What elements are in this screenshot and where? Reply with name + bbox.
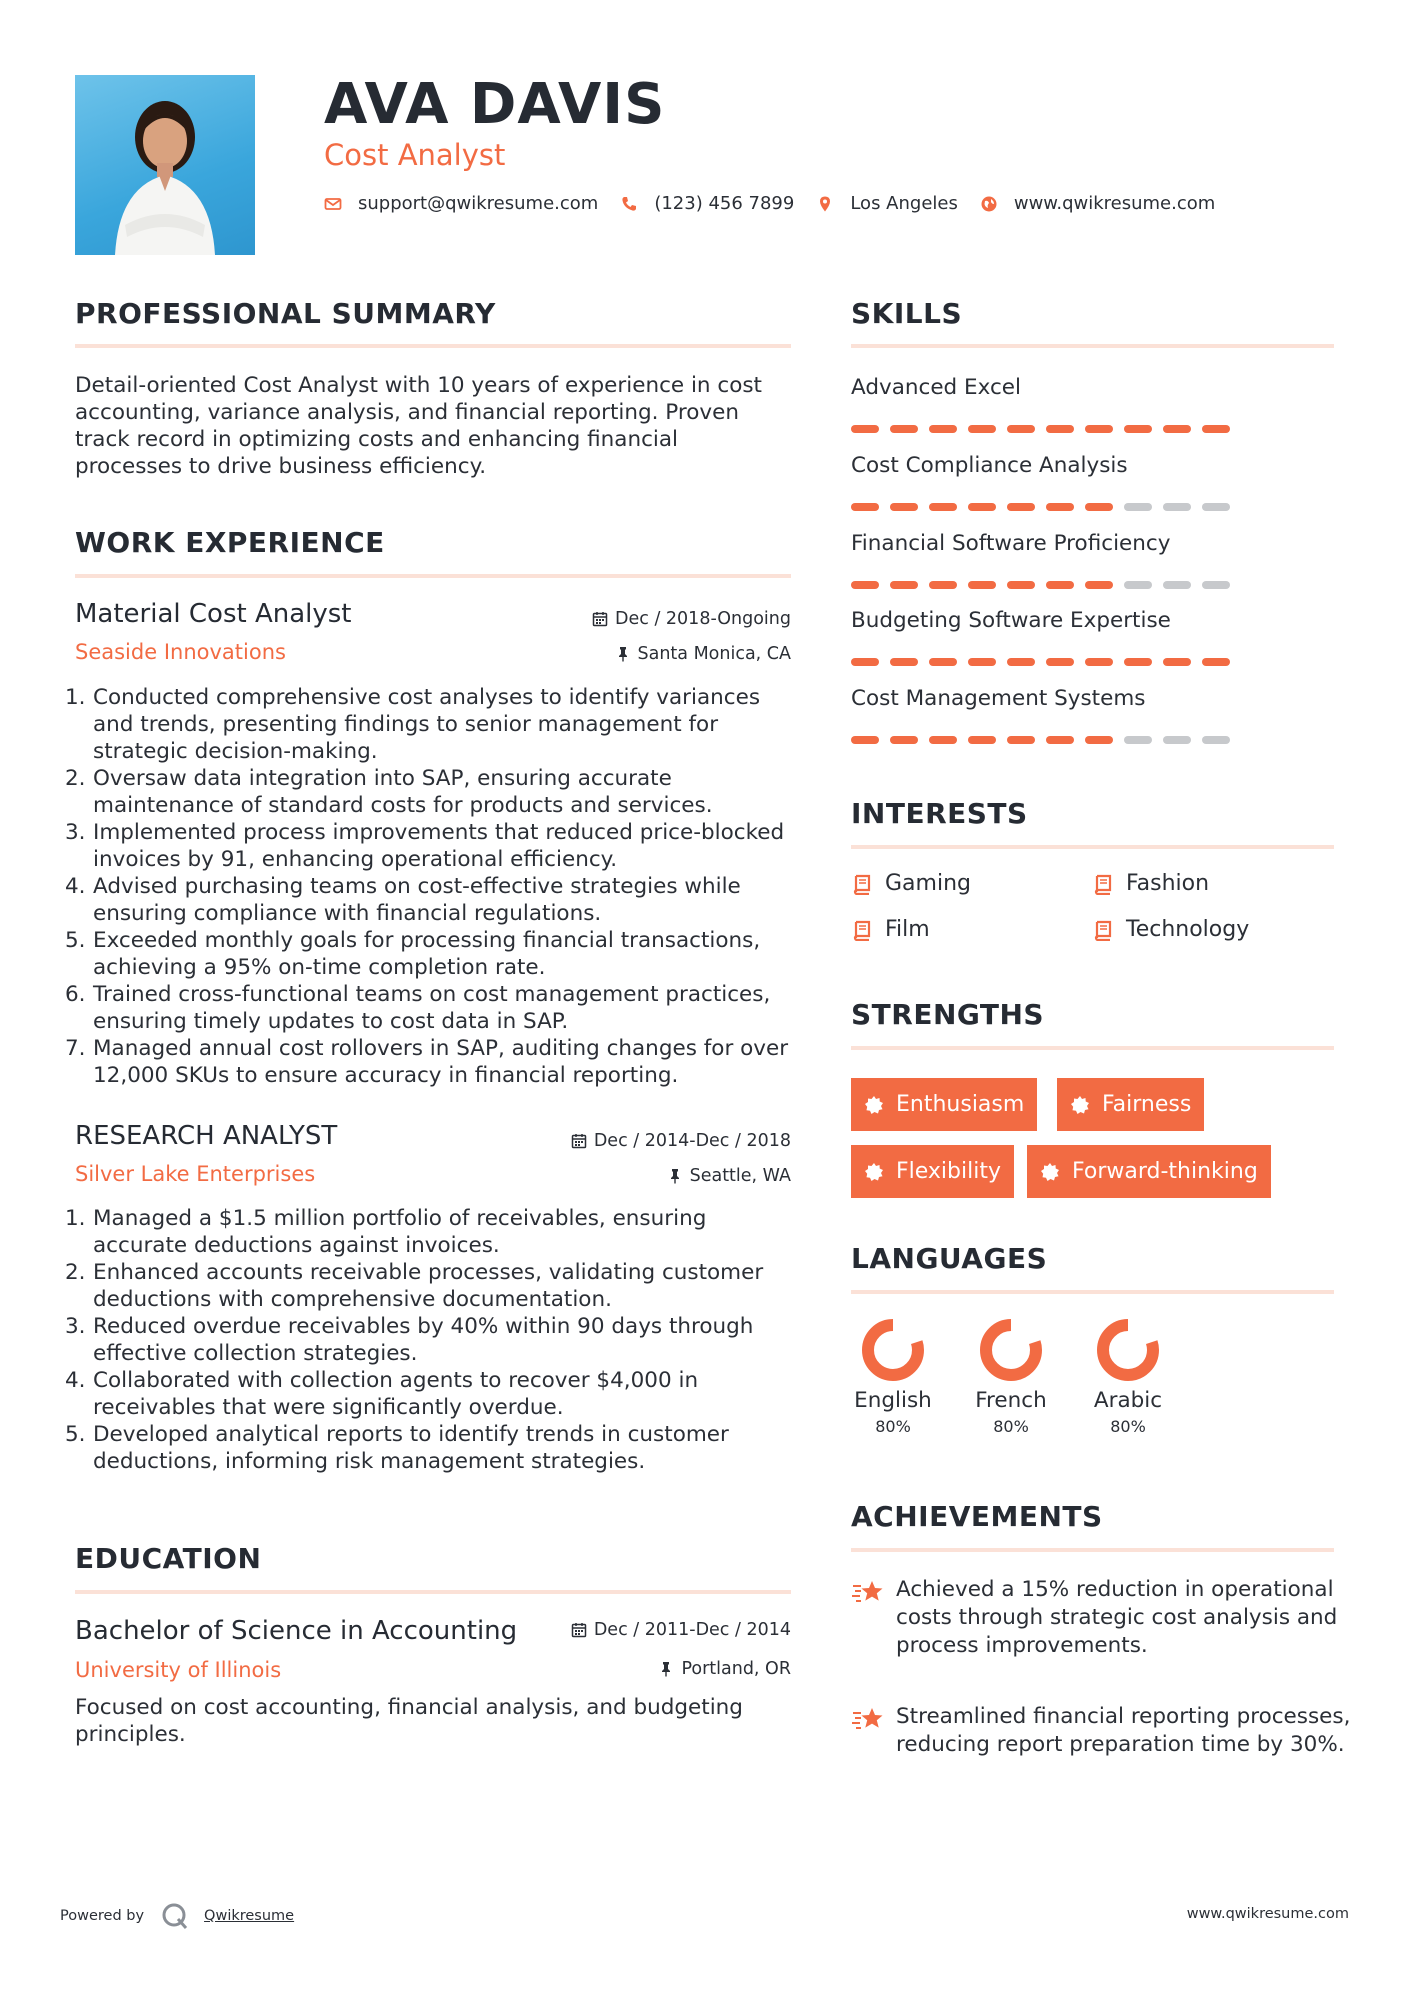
job-company: Seaside Innovations xyxy=(75,640,286,664)
list-item: 2. Oversaw data integration into SAP, ensuring accurate maintenance of standard costs for products and services. xyxy=(65,766,713,818)
job-location xyxy=(615,644,792,664)
education-heading: EDUCATION xyxy=(75,1542,262,1575)
list-item: 5. Exceeded monthly goals for processing financial transactions, achieving a 95% on-time completion rate. xyxy=(65,928,761,980)
skill-dash xyxy=(890,736,918,744)
contact-location-text: Los Angeles xyxy=(850,193,958,214)
strength-label: Flexibility xyxy=(896,1159,1001,1184)
skill-dash xyxy=(851,503,879,511)
strength-badge xyxy=(851,1145,1014,1198)
qwikresume-logo-icon xyxy=(160,1901,190,1931)
list-item: 4. Advised purchasing teams on cost-effective strategies while ensuring compliance with financial regulations. xyxy=(65,874,741,926)
achievement-item xyxy=(851,1703,1351,1759)
skill-dash xyxy=(1085,581,1113,589)
globe-icon xyxy=(980,195,998,213)
contact-location xyxy=(816,193,958,214)
strength-label: Forward-thinking xyxy=(1072,1159,1258,1184)
strengths-divider xyxy=(851,1046,1334,1050)
skill-dash xyxy=(851,425,879,433)
pushpin-icon xyxy=(615,646,631,662)
skill-dash xyxy=(1124,425,1152,433)
skill-level-bar xyxy=(851,736,1241,744)
skill-dash xyxy=(929,503,957,511)
skill-dash xyxy=(929,658,957,666)
skill-dash xyxy=(1163,736,1191,744)
education-location-text: Portland, OR xyxy=(681,1659,791,1679)
job-duties-list xyxy=(65,684,795,1089)
skill-dash xyxy=(1163,425,1191,433)
candidate-role: Cost Analyst xyxy=(324,138,506,172)
skill-dash xyxy=(1007,503,1035,511)
skill-dash xyxy=(890,581,918,589)
job-title: Material Cost Analyst xyxy=(75,599,352,629)
job-dates-text: Dec / 2018-Ongoing xyxy=(615,609,791,629)
skill-dash xyxy=(1007,736,1035,744)
languages-divider xyxy=(851,1290,1334,1294)
skill-level-bar xyxy=(851,658,1241,666)
contact-website-text: www.qwikresume.com xyxy=(1013,193,1216,214)
list-item: 1. Conducted comprehensive cost analyses to identify variances and trends, presenting findings to senior management for strategic decision-making. xyxy=(65,685,761,764)
strength-label: Enthusiasm xyxy=(896,1092,1025,1117)
language-progress-ring xyxy=(861,1318,925,1382)
list-item: 5. Developed analytical reports to identify trends in customer deductions, informing risk management strategies. xyxy=(65,1422,729,1474)
skill-dash xyxy=(890,658,918,666)
phone-icon xyxy=(620,195,638,213)
interest-item xyxy=(851,917,930,942)
book-icon xyxy=(1092,873,1114,895)
qwikresume-link[interactable]: Qwikresume xyxy=(204,1908,295,1924)
achievements-heading: ACHIEVEMENTS xyxy=(851,1500,1103,1533)
achievement-text: Streamlined financial reporting processes, reducing report preparation time by 30%. xyxy=(896,1704,1351,1757)
language-progress-ring xyxy=(979,1318,1043,1382)
list-item: 4. Collaborated with collection agents to recover $4,000 in receivables that were significantly overdue. xyxy=(65,1368,699,1420)
skill-dash xyxy=(1085,736,1113,744)
interest-label: Technology xyxy=(1126,917,1250,942)
skill-dash xyxy=(1046,736,1074,744)
skill-dash xyxy=(1046,581,1074,589)
skill-dash xyxy=(1202,658,1230,666)
skill-dash xyxy=(851,581,879,589)
summary-heading: PROFESSIONAL SUMMARY xyxy=(75,297,496,330)
contact-bar xyxy=(324,193,1237,214)
calendar-icon xyxy=(571,1133,587,1149)
skill-level-bar xyxy=(851,503,1241,511)
education-divider xyxy=(75,1590,791,1594)
skill-level-bar xyxy=(851,425,1241,433)
skill-dash xyxy=(968,736,996,744)
person-portrait-icon xyxy=(75,75,255,255)
badge-star-icon xyxy=(864,1095,884,1115)
skill-dash xyxy=(968,503,996,511)
skill-name: Cost Management Systems xyxy=(851,686,1146,711)
experience-divider xyxy=(75,574,791,578)
list-item: 3. Implemented process improvements that reduced price-blocked invoices by 91, enhancing operational efficiency. xyxy=(65,820,785,872)
interest-label: Gaming xyxy=(885,871,971,896)
interest-label: Fashion xyxy=(1126,871,1210,896)
skill-dash xyxy=(1163,503,1191,511)
contact-phone-text: (123) 456 7899 xyxy=(654,193,795,214)
summary-divider xyxy=(75,344,791,348)
interests-divider xyxy=(851,845,1334,849)
skills-divider xyxy=(851,344,1334,348)
book-icon xyxy=(1092,919,1114,941)
language-item xyxy=(838,1318,948,1436)
achievements-divider xyxy=(851,1548,1334,1552)
skill-dash xyxy=(1202,425,1230,433)
skill-dash xyxy=(1163,658,1191,666)
skill-name: Budgeting Software Expertise xyxy=(851,608,1171,633)
skill-name: Financial Software Proficiency xyxy=(851,531,1171,556)
skill-dash xyxy=(1124,736,1152,744)
footer-powered-by xyxy=(60,1901,294,1931)
languages-heading: LANGUAGES xyxy=(851,1242,1048,1275)
footer-url[interactable]: www.qwikresume.com xyxy=(1186,1906,1349,1922)
interest-item xyxy=(851,871,971,896)
list-item: 6. Trained cross-functional teams on cost management practices, ensuring timely updates to cost data in SAP. xyxy=(65,982,771,1034)
skill-dash xyxy=(1163,581,1191,589)
contact-email-text: support@qwikresume.com xyxy=(358,193,599,214)
skill-dash xyxy=(1202,503,1230,511)
skill-dash xyxy=(1007,581,1035,589)
book-icon xyxy=(851,873,873,895)
skill-dash xyxy=(851,658,879,666)
skill-dash xyxy=(1085,658,1113,666)
skill-dash xyxy=(968,581,996,589)
school-name: University of Illinois xyxy=(75,1658,282,1682)
powered-by-label: Powered by xyxy=(60,1908,145,1924)
language-name: French xyxy=(975,1388,1047,1413)
job-dates xyxy=(592,609,791,629)
language-name: English xyxy=(854,1388,932,1413)
list-item: 7. Managed annual cost rollovers in SAP, auditing changes for over 12,000 SKUs to ensure accuracy in financial reporting. xyxy=(65,1036,789,1088)
skill-dash xyxy=(968,425,996,433)
skill-dash xyxy=(1085,425,1113,433)
skill-dash xyxy=(1007,425,1035,433)
skill-dash xyxy=(890,425,918,433)
interest-label: Film xyxy=(885,917,930,942)
summary-text: Detail-oriented Cost Analyst with 10 years of experience in cost accounting, variance analysis, and financial reporting. Proven track record in optimizing costs and enhancing financial processes to drive business efficiency. xyxy=(75,373,762,479)
skill-dash xyxy=(1085,503,1113,511)
map-pin-icon xyxy=(816,195,834,213)
skill-dash xyxy=(1124,658,1152,666)
skill-dash xyxy=(968,658,996,666)
skill-dash xyxy=(851,736,879,744)
language-name: Arabic xyxy=(1093,1388,1163,1413)
strength-badge xyxy=(1027,1145,1271,1198)
skill-dash xyxy=(1046,425,1074,433)
contact-website[interactable] xyxy=(980,193,1215,214)
achievement-item xyxy=(851,1576,1351,1660)
job-company: Silver Lake Enterprises xyxy=(75,1162,316,1186)
skill-dash xyxy=(1124,581,1152,589)
skill-dash xyxy=(929,736,957,744)
job-location-text: Seattle, WA xyxy=(689,1166,791,1186)
language-percent: 80% xyxy=(993,1417,1029,1436)
strength-badge xyxy=(851,1078,1037,1131)
shooting-star-icon xyxy=(851,1578,885,1608)
strength-badge xyxy=(1057,1078,1204,1131)
language-percent: 80% xyxy=(1110,1417,1146,1436)
education-location xyxy=(658,1659,791,1679)
list-item: 2. Enhanced accounts receivable processes, validating customer deductions with comprehensive documentation. xyxy=(65,1260,764,1312)
skill-dash xyxy=(1202,581,1230,589)
shooting-star-icon xyxy=(851,1705,885,1735)
pushpin-icon xyxy=(658,1661,674,1677)
skill-dash xyxy=(1046,503,1074,511)
achievement-text: Achieved a 15% reduction in operational costs through strategic cost analysis and process improvements. xyxy=(896,1577,1338,1658)
skill-dash xyxy=(1046,658,1074,666)
job-dates-text: Dec / 2014-Dec / 2018 xyxy=(593,1131,791,1151)
badge-star-icon xyxy=(864,1162,884,1182)
candidate-name: AVA DAVIS xyxy=(324,72,666,137)
contact-email[interactable] xyxy=(324,193,598,214)
interests-heading: INTERESTS xyxy=(851,797,1028,830)
language-item xyxy=(956,1318,1066,1436)
job-dates xyxy=(571,1131,791,1151)
skill-dash xyxy=(890,503,918,511)
job-location-text: Santa Monica, CA xyxy=(637,644,791,664)
skill-dash xyxy=(1007,658,1035,666)
language-percent: 80% xyxy=(875,1417,911,1436)
strength-label: Fairness xyxy=(1102,1092,1192,1117)
strengths-heading: STRENGTHS xyxy=(851,998,1045,1031)
skills-heading: SKILLS xyxy=(851,297,963,330)
experience-heading: WORK EXPERIENCE xyxy=(75,526,385,559)
skill-dash xyxy=(929,581,957,589)
skill-dash xyxy=(929,425,957,433)
education-dates-text: Dec / 2011-Dec / 2014 xyxy=(593,1620,791,1640)
skill-dash xyxy=(1202,736,1230,744)
job-location xyxy=(667,1166,791,1186)
calendar-icon xyxy=(571,1622,587,1638)
skill-level-bar xyxy=(851,581,1241,589)
badge-star-icon xyxy=(1070,1095,1090,1115)
book-icon xyxy=(851,919,873,941)
interest-item xyxy=(1092,871,1209,896)
skill-dash xyxy=(1124,503,1152,511)
pushpin-icon xyxy=(667,1168,683,1184)
badge-star-icon xyxy=(1040,1162,1060,1182)
calendar-icon xyxy=(592,611,608,627)
list-item: 3. Reduced overdue receivables by 40% within 90 days through effective collection strategies. xyxy=(65,1314,754,1366)
skill-name: Advanced Excel xyxy=(851,375,1021,400)
job-title: RESEARCH ANALYST xyxy=(75,1121,338,1151)
degree-title: Bachelor of Science in Accounting xyxy=(75,1616,518,1646)
interest-item xyxy=(1092,917,1249,942)
list-item: 1. Managed a $1.5 million portfolio of receivables, ensuring accurate deductions against invoices. xyxy=(65,1206,707,1258)
language-item xyxy=(1073,1318,1183,1436)
envelope-icon xyxy=(324,195,342,213)
skill-name: Cost Compliance Analysis xyxy=(851,453,1128,478)
contact-phone[interactable] xyxy=(620,193,794,214)
language-progress-ring xyxy=(1096,1318,1160,1382)
profile-photo xyxy=(75,75,255,255)
education-description: Focused on cost accounting, financial analysis, and budgeting principles. xyxy=(75,1695,743,1747)
education-dates xyxy=(571,1620,791,1640)
job-duties-list xyxy=(65,1205,795,1475)
